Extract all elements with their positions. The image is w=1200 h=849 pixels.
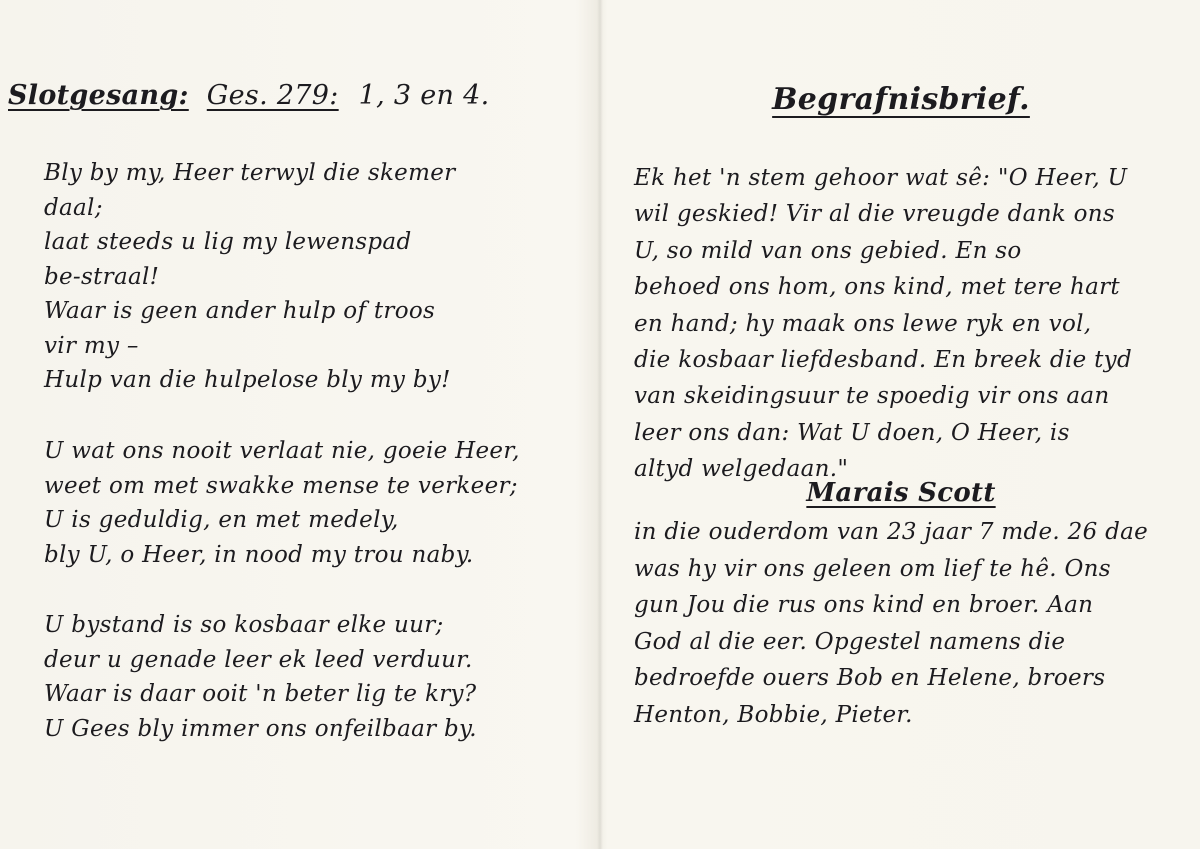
hymn-stanza-1 bbox=[44, 156, 455, 398]
funeral-letter-poem bbox=[634, 160, 1132, 488]
stanza-line: bly U, o Heer, in nood my trou naby. bbox=[44, 541, 474, 568]
stanza-line: Bly by my, Heer terwyl die skemer bbox=[44, 160, 456, 186]
deceased-name: Marais Scott bbox=[806, 478, 996, 508]
stanza-line: U bystand is so kosbaar elke uur; bbox=[44, 612, 444, 638]
stanza-line: laat steeds u lig my lewenspad bbox=[44, 229, 412, 255]
left-page bbox=[0, 0, 598, 849]
dedication-line: in die ouderdom van 23 jaar 7 mde. 26 dae bbox=[634, 519, 1149, 545]
stanza-line: be-straal! bbox=[44, 263, 160, 290]
poem-line: die kosbaar liefdesband. En breek die tyd bbox=[634, 346, 1132, 373]
funeral-letter-title: Begrafnisbrief. bbox=[772, 82, 1030, 117]
poem-line: en hand; hy maak ons lewe ryk en vol, bbox=[634, 310, 1092, 337]
stanza-line: U Gees bly immer ons onfeilbaar by. bbox=[44, 715, 477, 742]
stanza-line: daal; bbox=[44, 194, 103, 221]
poem-line: wil geskied! Vir al die vreugde dank ons bbox=[634, 201, 1116, 228]
closing-hymn-heading bbox=[8, 80, 490, 111]
stanza-line: deur u genade leer ek leed verduur. bbox=[44, 646, 473, 673]
dedication-line: bedroefde ouers Bob en Helene, broers bbox=[634, 665, 1106, 692]
stanza-line: Waar is daar ooit 'n beter lig te kry? bbox=[44, 681, 477, 707]
hymn-stanza-2 bbox=[44, 434, 520, 572]
poem-line: behoed ons hom, ons kind, met tere hart bbox=[634, 274, 1120, 301]
hymn-reference: Ges. 279: bbox=[206, 80, 339, 111]
hymn-heading-label: Slotgesang: bbox=[8, 80, 189, 111]
dedication-line: gun Jou die rus ons kind en broer. Aan bbox=[634, 592, 1094, 619]
stanza-line: vir my – bbox=[44, 332, 139, 359]
stanza-line: weet om met swakke mense te verkeer; bbox=[44, 472, 518, 499]
hymn-verses: 1, 3 en 4. bbox=[358, 80, 490, 111]
stanza-line: U wat ons nooit verlaat nie, goeie Heer, bbox=[44, 438, 520, 464]
poem-line: Ek het 'n stem gehoor wat sê: "O Heer, U bbox=[634, 165, 1128, 191]
hymn-stanza-3 bbox=[44, 608, 477, 746]
poem-line: van skeidingsuur te spoedig vir ons aan bbox=[634, 383, 1110, 410]
right-page bbox=[602, 0, 1200, 849]
stanza-line: Hulp van die hulpelose bly my by! bbox=[44, 367, 451, 393]
poem-line: U, so mild van ons gebied. En so bbox=[634, 237, 1022, 264]
dedication-line: God al die eer. Opgestel namens die bbox=[634, 628, 1066, 655]
poem-line: altyd welgedaan." bbox=[634, 456, 849, 483]
stanza-line: U is geduldig, en met medely, bbox=[44, 507, 399, 533]
dedication-line: was hy vir ons geleen om lief te hê. Ons bbox=[634, 555, 1111, 582]
stanza-line: Waar is geen ander hulp of troos bbox=[44, 298, 436, 324]
poem-line: leer ons dan: Wat U doen, O Heer, is bbox=[634, 419, 1070, 446]
dedication-line: Henton, Bobbie, Pieter. bbox=[634, 701, 913, 728]
funeral-letter-dedication bbox=[634, 514, 1148, 734]
